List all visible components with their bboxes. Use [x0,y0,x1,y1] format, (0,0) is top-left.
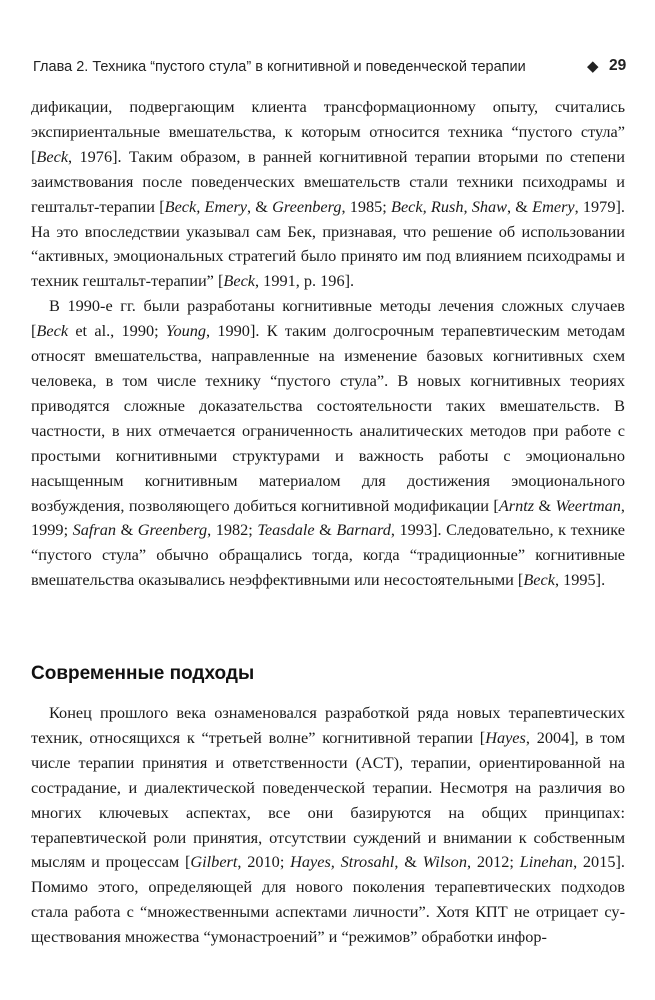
body-text-upper [31,95,625,593]
citation-author: Emery [532,196,575,216]
text-run: , 1979]. На это впоследствии указывал сам Бек, признавая, что решение об использовании “активных, эмоциональных стратегий было принято им под влиянием психодрамы и техник гештальт-терапии” [ [31,196,625,291]
section-heading: Современные подходы [31,663,255,684]
citation-author: Barnard [336,520,391,540]
text-run: & [314,520,337,540]
text-run: , 1976]. Таким образом, в ранней когнитивной терапии вторыми по степени заимствования после поведенческих вмешательств стали техники психодрамы и гештальт-терапии [ [31,146,625,216]
text-run: В 1990-е гг. были разработаны когнитивные методы лечения сложных случаев [ [31,296,625,341]
citation-author: Teasdale [257,520,315,540]
citation-author: Beck [223,271,256,291]
page-number: 29 [609,57,627,74]
text-run: et al., 1990; [68,321,166,341]
citation-author: Young [165,321,207,341]
citation-author: Gilbert [190,852,238,872]
text-run: , 1985; [341,196,392,216]
text-run: , 1999; [31,495,625,540]
text-run: , & [507,196,533,216]
citation-author: Beck [36,146,69,166]
citation-author: Greenberg [137,520,208,540]
paragraph-1990s [31,294,625,593]
text-run: , 2010; [237,852,291,872]
text-run: & [534,495,556,515]
citation-author: Hayes [485,727,526,747]
text-run: , 1990]. К таким долгосрочным терапевтическим методам относят вмешательства, направленные на изменение базовых когнитивных схем человека, в том числе технику “пустого стула”. В новых когнитивных теориях приводятся сложные доказательства состоятельности таких вмешательств. В частности, в них отмечается ограниченность аналитических методов при работе с простыми когнитивными структурами и важность работы с эмоционально насыщенным когнитивным материалом для достижения эмоционального возбуждения, позволяющего добиться когнитивной модификации [ [31,321,625,515]
text-run: , & [247,196,273,216]
citation-author: Beck, Emery [164,196,248,216]
text-run: , 1991, p. 196]. [255,271,355,291]
text-run: , 1982; [207,520,258,540]
running-header [33,55,627,79]
text-run: & [116,520,138,540]
text-run: , 1993]. Следовательно, к технике “пустого стула” обычно обращались тогда, когда “традиционные” когнитивные вмешательства оказывались неэффективными или несостоятельными [ [31,520,625,590]
text-run: , & [394,852,423,872]
body-text-lower [31,701,625,950]
citation-author: Linehan [519,852,574,872]
citation-author: Beck [523,570,555,590]
citation-author: Safran [72,520,117,540]
text-run: , 2012; [466,852,520,872]
paragraph-modern-approaches [31,701,625,950]
text-run: , 1995]. [554,570,606,590]
citation-author: Wilson [422,852,467,872]
paragraph-continuation [31,95,625,294]
citation-author: Beck, Rush, Shaw [391,196,508,216]
citation-author: Beck [36,321,69,341]
citation-author: Weertman [555,495,621,515]
citation-author: Arntz [498,495,535,515]
running-title: Глава 2. Техника “пустого стула” в когнитивной и поведенческой терапии [33,59,526,75]
citation-author: Greenberg [272,196,342,216]
text-run: , 2015]. Помимо этого, определяющей для нового поколения терапевтических подходов стала работа с “множественными аспектами личности”. Хотя КПТ не отрицает существования множества “умонастроений” и “режимов” обработки инфор- [31,852,625,947]
text-run: дификации, подвергающим клиента трансформационному опыту, считались экспириентальные вмешательства, к которым относится техника “пустого стула” [ [31,97,625,166]
citation-author: Hayes, Strosahl [290,852,395,872]
diamond-separator-icon: ◆ [587,58,599,75]
text-run: , 2004], в том числе терапии принятия и ответственности (ACT), терапии, ориентированной на сострадание, и диалектической поведенческой терапии. Несмотря на различия во многих ключевых аспектах, все они базируются на общих принципах: терапевтической роли принятия, отсутствии суждений и внимании к собственным мыслям и процессам [ [31,727,625,872]
text-run: Конец прошлого века ознаменовался разработкой ряда новых терапевтических техник, относящихся к “третьей волне” когнитивной терапии [ [31,703,625,747]
